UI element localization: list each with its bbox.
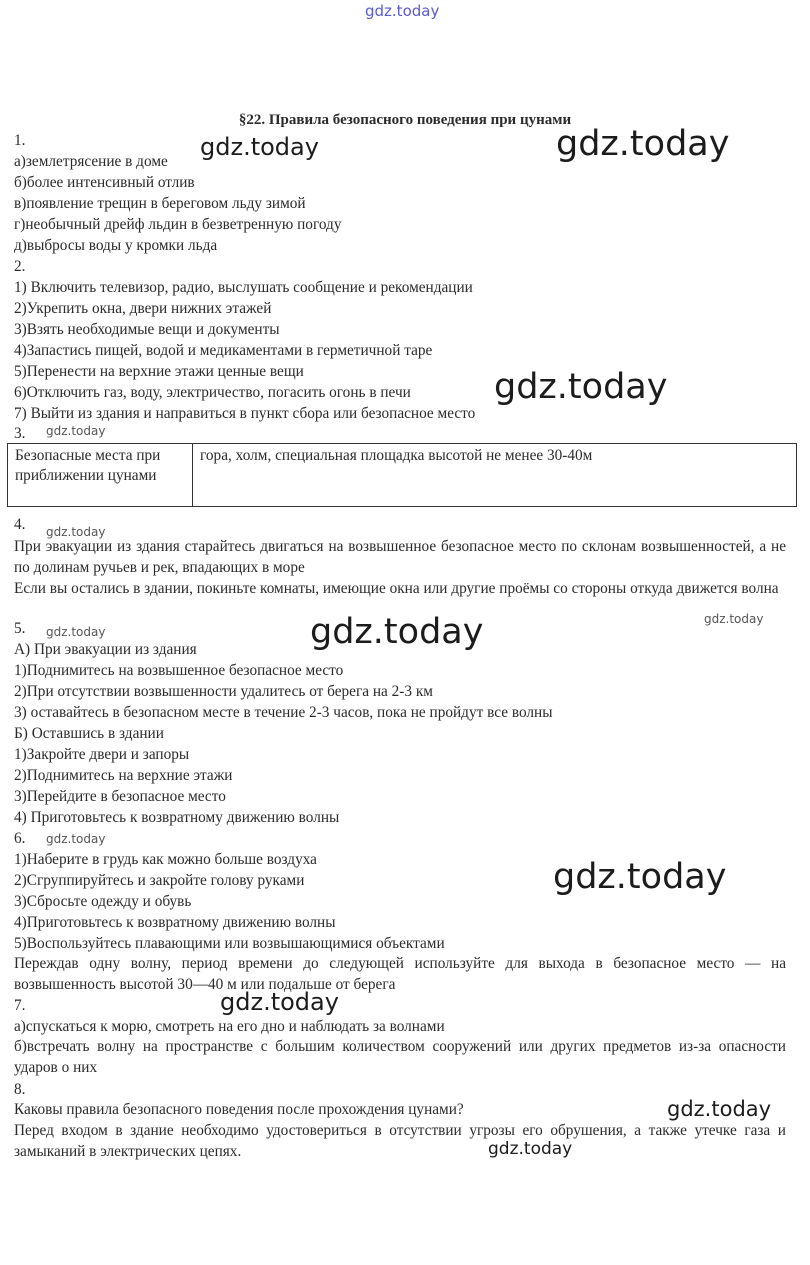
answer-table	[7, 443, 797, 507]
paragraph: Если вы остались в здании, покиньте комнаты, имеющие окна или другие проёмы со стороны откуда движется волна	[14, 580, 779, 597]
list-item: 2)Поднимитесь на верхние этажи	[14, 767, 233, 784]
paragraph: Перед входом в здание необходимо удостовериться в отсутствии угрозы его обрушения, а также утечке газа и замыканий в электрических цепях.	[14, 1122, 786, 1160]
list-item: 1) Включить телевизор, радио, выслушать сообщение и рекомендации	[14, 279, 473, 296]
watermark-small: gdz.today	[46, 525, 106, 539]
question-text: Каковы правила безопасного поведения после прохождения цунами?	[14, 1101, 464, 1118]
paragraph: При эвакуации из здания старайтесь двигаться на возвышенное безопасное место по склонам возвышенностей, а не по долинам ручьев и рек, впадающих в море	[14, 538, 786, 576]
watermark-small: gdz.today	[488, 1139, 573, 1159]
question-number: 8.	[14, 1081, 26, 1098]
list-item: 1)Закройте двери и запоры	[14, 746, 190, 763]
list-item: а)землетрясение в доме	[14, 153, 168, 170]
watermark: gdz.today	[556, 124, 730, 164]
question-number: 1.	[14, 132, 26, 149]
table-header-cell: Безопасные места при приближении цунами	[8, 444, 193, 507]
table-value-cell: гора, холм, специальная площадка высотой не менее 30-40м	[193, 444, 797, 507]
watermark: gdz.today	[200, 133, 319, 161]
list-item: 2)Сгруппируйтесь и закройте голову руками	[14, 872, 305, 889]
list-item: 4) Приготовьтесь к возвратному движению волны	[14, 809, 340, 826]
watermark: gdz.today	[667, 1097, 772, 1121]
list-item: а)спускаться к морю, смотреть на его дно и наблюдать за волнами	[14, 1018, 445, 1035]
watermark: gdz.today	[220, 988, 339, 1016]
list-item: 3)Сбросьте одежду и обувь	[14, 893, 192, 910]
list-item: 4)Приготовьтесь к возвратному движению волны	[14, 914, 336, 931]
list-item: 3)Перейдите в безопасное место	[14, 788, 226, 805]
list-item: 2)Укрепить окна, двери нижних этажей	[14, 300, 272, 317]
watermark: gdz.today	[310, 612, 484, 652]
list-item: 1)Наберите в грудь как можно больше воздуха	[14, 851, 317, 868]
list-item: д)выбросы воды у кромки льда	[14, 237, 218, 254]
watermark-small: gdz.today	[46, 625, 106, 639]
watermark-small: gdz.today	[46, 832, 106, 846]
watermark-small: gdz.today	[46, 424, 106, 438]
subsection-title: А) При эвакуации из здания	[14, 641, 197, 658]
list-item: 5)Воспользуйтесь плавающими или возвышающимися объектами	[14, 935, 445, 952]
list-item: 6)Отключить газ, воду, электричество, погасить огонь в печи	[14, 384, 411, 401]
list-item: б)встречать волну на пространстве с большим количеством сооружений или других предметов из-за опасности ударов о них	[14, 1038, 786, 1076]
list-item: 2)При отсутствии возвышенности удалитесь от берега на 2-3 км	[14, 683, 433, 700]
table-row	[8, 444, 797, 507]
list-item: в)появление трещин в береговом льду зимой	[14, 195, 306, 212]
subsection-title: Б) Оставшись в здании	[14, 725, 164, 742]
question-number: 7.	[14, 997, 26, 1014]
page-title: §22. Правила безопасного поведения при цунами	[238, 112, 572, 128]
list-item: 3) оставайтесь в безопасном месте в течение 2-3 часов, пока не пройдут все волны	[14, 704, 553, 721]
list-item: 4)Запастись пищей, водой и медикаментами в герметичной таре	[14, 342, 433, 359]
question-number: 6.	[14, 830, 26, 847]
watermark: gdz.today	[494, 367, 668, 407]
paragraph: Переждав одну волну, период времени до следующей используйте для выхода в безопасное место — на возвышенность высотой 30—40 м или подальше от берега	[14, 955, 786, 993]
question-number: 2.	[14, 258, 26, 275]
list-item: 1)Поднимитесь на возвышенное безопасное место	[14, 662, 344, 679]
watermark-small: gdz.today	[704, 612, 764, 626]
watermark: gdz.today	[553, 857, 727, 897]
question-number: 5.	[14, 620, 26, 637]
list-item: 7) Выйти из здания и направиться в пункт сбора или безопасное место	[14, 405, 476, 422]
list-item: г)необычный дрейф льдин в безветренную погоду	[14, 216, 342, 233]
list-item: 5)Перенести на верхние этажи ценные вещи	[14, 363, 304, 380]
question-number: 4.	[14, 516, 26, 533]
list-item: б)более интенсивный отлив	[14, 174, 195, 191]
list-item: 3)Взять необходимые вещи и документы	[14, 321, 280, 338]
question-number: 3.	[14, 425, 26, 442]
watermark-top: gdz.today	[365, 2, 440, 20]
